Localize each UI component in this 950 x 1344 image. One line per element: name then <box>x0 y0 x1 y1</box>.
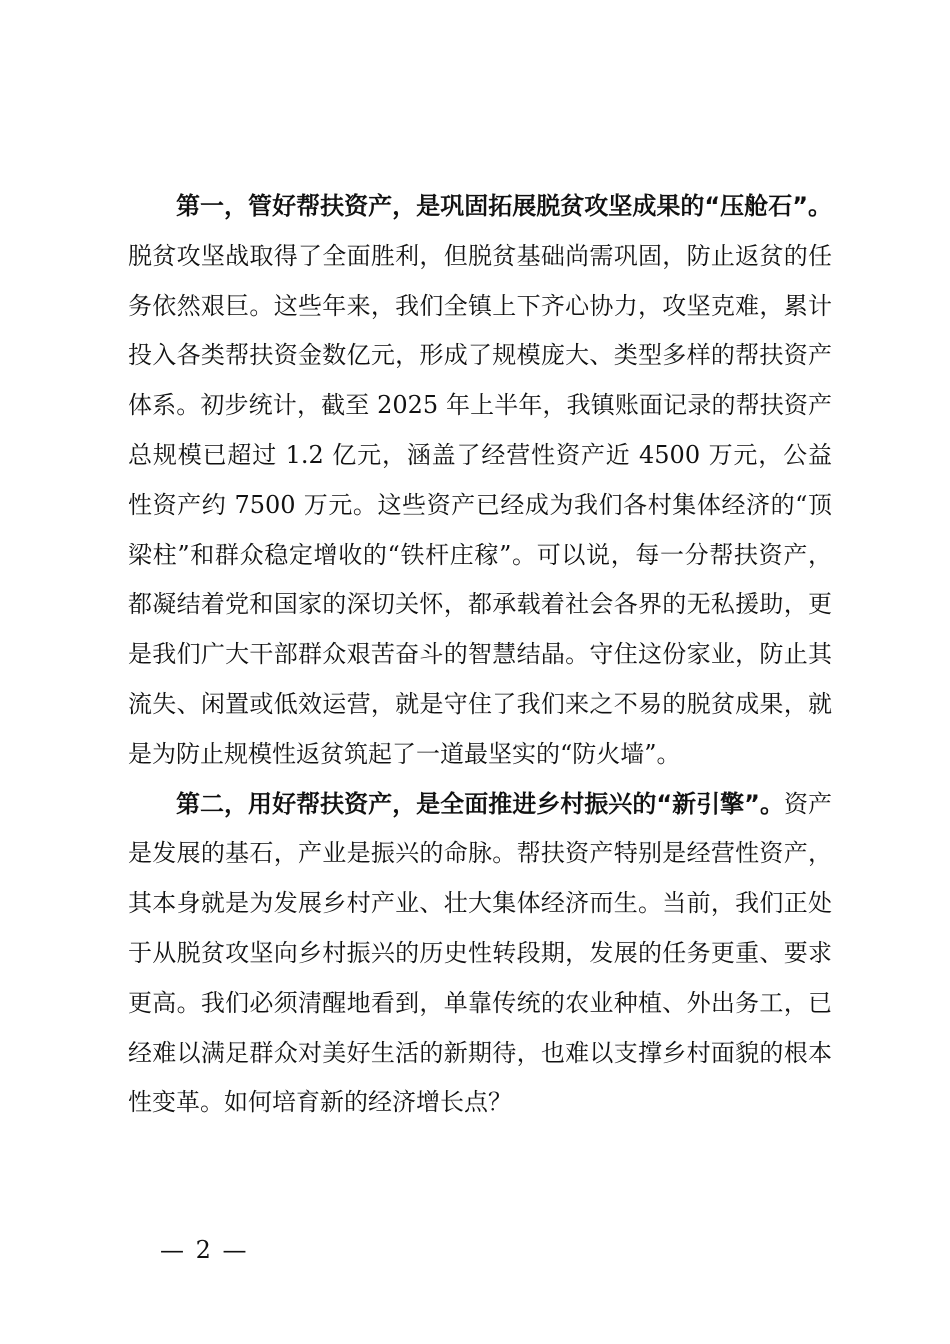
paragraph-2-body: 资产是发展的基石，产业是振兴的命脉。帮扶资产特别是经营性资产，其本身就是为发展乡村产业、壮大集体经济而生。当前，我们正处于从脱贫攻坚向乡村振兴的历史性转段期，发展的任务更重、要求更高。我们必须清醒地看到，单靠传统的农业种植、外出务工，已经难以满足群众对美好生活的新期待，也难以支撑乡村面貌的根本性变革。如何培育新的经济增长点？ <box>128 789 833 1117</box>
document-body <box>128 182 832 1128</box>
paragraph-2-lead: 第二，用好帮扶资产，是全面推进乡村振兴的“新引擎”。 <box>176 789 784 818</box>
paragraph-1 <box>128 182 832 780</box>
paragraph-1-lead: 第一，管好帮扶资产，是巩固拓展脱贫攻坚成果的“压舱石”。 <box>176 192 832 220</box>
page-number: — 2 — <box>160 1236 249 1264</box>
paragraph-2 <box>128 780 832 1129</box>
paragraph-1-body: 脱贫攻坚战取得了全面胜利，但脱贫基础尚需巩固，防止返贫的任务依然艰巨。这些年来，我们全镇上下齐心协力，攻坚克难，累计投入各类帮扶资金数亿元，形成了规模庞大、类型多样的帮扶资产体系。初步统计，截至 2025 年上半年，我镇账面记录的帮扶资产总规模已超过 1.2 亿元，涵盖了经营性资产近 4500 万元，公益性资产约 7500 万元。这些资产已经成为我们各村集体经济的“顶梁柱”和群众稳定增收的“铁杆庄稼”。可以说，每一分帮扶资产，都凝结着党和国家的深切关怀，都承载着社会各界的无私援助，更是我们广大干部群众艰苦奋斗的智慧结晶。守住这份家业，防止其流失、闲置或低效运营，就是守住了我们来之不易的脱贫成果，就是为防止规模性返贫筑起了一道最坚实的“防火墙”。 <box>128 241 832 768</box>
